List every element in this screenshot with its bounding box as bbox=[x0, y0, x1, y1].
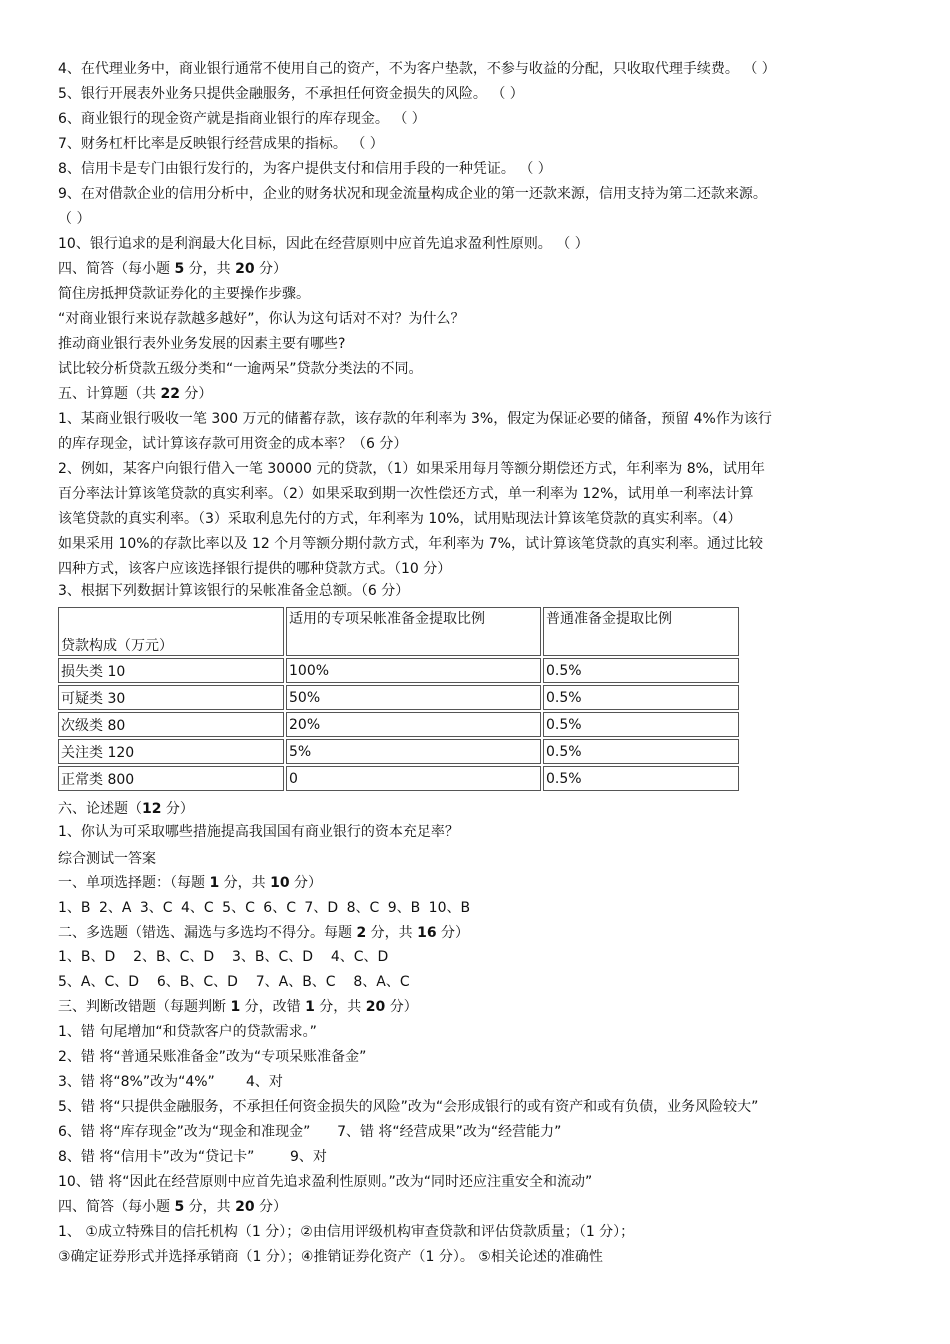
table-cell: 次级类 80 bbox=[58, 712, 284, 737]
short-question-4: 试比较分析贷款五级分类和“一逾两呆”贷款分类法的不同。 bbox=[58, 361, 423, 377]
calc-question-1-line-2: 的库存现金，试计算该存款可用资金的成本率？（6 分） bbox=[58, 436, 408, 452]
table-cell: 0.5% bbox=[543, 766, 739, 791]
table-cell: 正常类 800 bbox=[58, 766, 284, 791]
table-cell: 可疑类 30 bbox=[58, 685, 284, 710]
answer-section-3-line-4: 5、错 将“只提供金融服务，不承担任何资金损失的风险”改为“会形成银行的或有资产和或有负债，业务风险较大” bbox=[58, 1099, 759, 1115]
calc-question-3: 3、根据下列数据计算该银行的呆帐准备金总额。（6 分） bbox=[58, 583, 410, 599]
section-4-heading: 四、简答（每小题 5 分，共 20 分） bbox=[58, 261, 288, 277]
short-question-3: 推动商业银行表外业务发展的因素主要有哪些? bbox=[58, 336, 346, 352]
calc-question-2-line-2: 百分率法计算该笔贷款的真实利率。（2）如果采取到期一次性偿还方式，单一利率为 12%，试用单一利率法计算 bbox=[58, 486, 754, 502]
tf-question-6: 6、商业银行的现金资产就是指商业银行的库存现金。 （ ） bbox=[58, 111, 426, 127]
short-question-2: “对商业银行来说存款越多越好”，你认为这句话对不对？为什么？ bbox=[58, 311, 465, 327]
answer-section-3-line-7: 10、错 将“因此在经营原则中应首先追求盈利性原则。”改为“同时还应注重安全和流动” bbox=[58, 1174, 593, 1190]
loan-reserve-table bbox=[56, 605, 741, 793]
tf-question-8: 8、信用卡是专门由银行发行的，为客户提供支付和信用手段的一种凭证。 （ ） bbox=[58, 161, 552, 177]
answer-section-3-heading: 三、判断改错题（每题判断 1 分，改错 1 分，共 20 分） bbox=[58, 999, 418, 1015]
answer-section-3-line-6: 8、错 将“信用卡”改为“贷记卡” 9、对 bbox=[58, 1149, 327, 1165]
table-cell: 关注类 120 bbox=[58, 739, 284, 764]
tf-question-5: 5、银行开展表外业务只提供金融服务，不承担任何资金损失的风险。 （ ） bbox=[58, 86, 524, 102]
answer-section-3-line-1: 1、错 句尾增加“和贷款客户的贷款需求。” bbox=[58, 1024, 317, 1040]
table-row bbox=[58, 658, 739, 683]
table-cell: 0.5% bbox=[543, 739, 739, 764]
tf-question-4: 4、在代理业务中，商业银行通常不使用自己的资产，不为客户垫款，不参与收益的分配，只收取代理手续费。 （ ） bbox=[58, 61, 776, 77]
answer-section-2-line-1: 1、B、D 2、B、C、D 3、B、C、D 4、C、D bbox=[58, 949, 389, 965]
answer-section-3-line-3: 3、错 将“8%”改为“4%” 4、对 bbox=[58, 1074, 283, 1090]
table-cell: 50% bbox=[286, 685, 541, 710]
calc-question-1-line-1: 1、某商业银行吸收一笔 300 万元的储蓄存款，该存款的年利率为 3%，假定为保证必要的储备，预留 4%作为该行 bbox=[58, 411, 772, 427]
table-header-cell: 贷款构成（万元） bbox=[58, 607, 284, 656]
table-header-cell: 普通准备金提取比例 bbox=[543, 607, 739, 656]
tf-question-10: 10、银行追求的是利润最大化目标，因此在经营原则中应首先追求盈利性原则。 （ ） bbox=[58, 236, 589, 252]
table-cell: 100% bbox=[286, 658, 541, 683]
tf-question-7: 7、财务杠杆比率是反映银行经营成果的指标。 （ ） bbox=[58, 136, 384, 152]
answer-section-1-heading: 一、单项选择题：（每题 1 分，共 10 分） bbox=[58, 875, 323, 891]
section-6-heading: 六、论述题（12 分） bbox=[58, 801, 194, 817]
table-cell: 20% bbox=[286, 712, 541, 737]
answer-section-1-line: 1、B 2、A 3、C 4、C 5、C 6、C 7、D 8、C 9、B 10、B bbox=[58, 900, 471, 916]
answer-section-4-line-1: 1、 ①成立特殊目的信托机构（1 分）；②由信用评级机构审查贷款和评估贷款质量；（1 分）； bbox=[58, 1224, 635, 1240]
essay-question-1: 1、你认为可采取哪些措施提高我国国有商业银行的资本充足率？ bbox=[58, 824, 459, 840]
table-cell: 0 bbox=[286, 766, 541, 791]
table-row bbox=[58, 766, 739, 791]
table-cell: 损失类 10 bbox=[58, 658, 284, 683]
calc-question-2-line-1: 2、例如，某客户向银行借入一笔 30000 元的贷款，（1）如果采用每月等额分期偿还方式，年利率为 8%，试用年 bbox=[58, 461, 765, 477]
table-row bbox=[58, 739, 739, 764]
table-cell: 0.5% bbox=[543, 658, 739, 683]
answers-title: 综合测试一答案 bbox=[58, 851, 156, 867]
answer-section-3-line-2: 2、错 将“普通呆账准备金”改为“专项呆账准备金” bbox=[58, 1049, 367, 1065]
answer-section-2-heading: 二、多选题（错选、漏选与多选均不得分。每题 2 分，共 16 分） bbox=[58, 925, 470, 941]
table-row bbox=[58, 712, 739, 737]
tf-question-9: 9、在对借款企业的信用分析中，企业的财务状况和现金流量构成企业的第一还款来源，信用支持为第二还款来源。 bbox=[58, 186, 767, 202]
table-cell: 0.5% bbox=[543, 685, 739, 710]
calc-question-2-line-5: 四种方式，该客户应该选择银行提供的哪种贷款方式。（10 分） bbox=[58, 561, 452, 577]
tf-question-9-bracket: （ ） bbox=[58, 211, 91, 227]
table-header-row bbox=[58, 607, 739, 656]
table-cell: 5% bbox=[286, 739, 541, 764]
answer-section-4-line-2: ③确定证券形式并选择承销商（1 分）；④推销证券化资产（1 分）。 ⑤相关论述的准确性 bbox=[58, 1249, 603, 1265]
answer-section-3-line-5: 6、错 将“库存现金”改为“现金和准现金” 7、错 将“经营成果”改为“经营能力” bbox=[58, 1124, 562, 1140]
table-row bbox=[58, 685, 739, 710]
answer-section-4-heading: 四、简答（每小题 5 分，共 20 分） bbox=[58, 1199, 288, 1215]
calc-question-2-line-3: 该笔贷款的真实利率。（3）采取利息先付的方式，年利率为 10%，试用贴现法计算该笔贷款的真实利率。（4） bbox=[58, 511, 742, 527]
calc-question-2-line-4: 如果采用 10%的存款比率以及 12 个月等额分期付款方式，年利率为 7%，试计算该笔贷款的真实利率。通过比较 bbox=[58, 536, 763, 552]
table-cell: 0.5% bbox=[543, 712, 739, 737]
section-5-heading: 五、计算题（共 22 分） bbox=[58, 386, 213, 402]
answer-section-2-line-2: 5、A、C、D 6、B、C、D 7、A、B、C 8、A、C bbox=[58, 974, 410, 990]
table-header-cell: 适用的专项呆帐准备金提取比例 bbox=[286, 607, 541, 656]
short-question-1: 简住房抵押贷款证券化的主要操作步骤。 bbox=[58, 286, 310, 302]
